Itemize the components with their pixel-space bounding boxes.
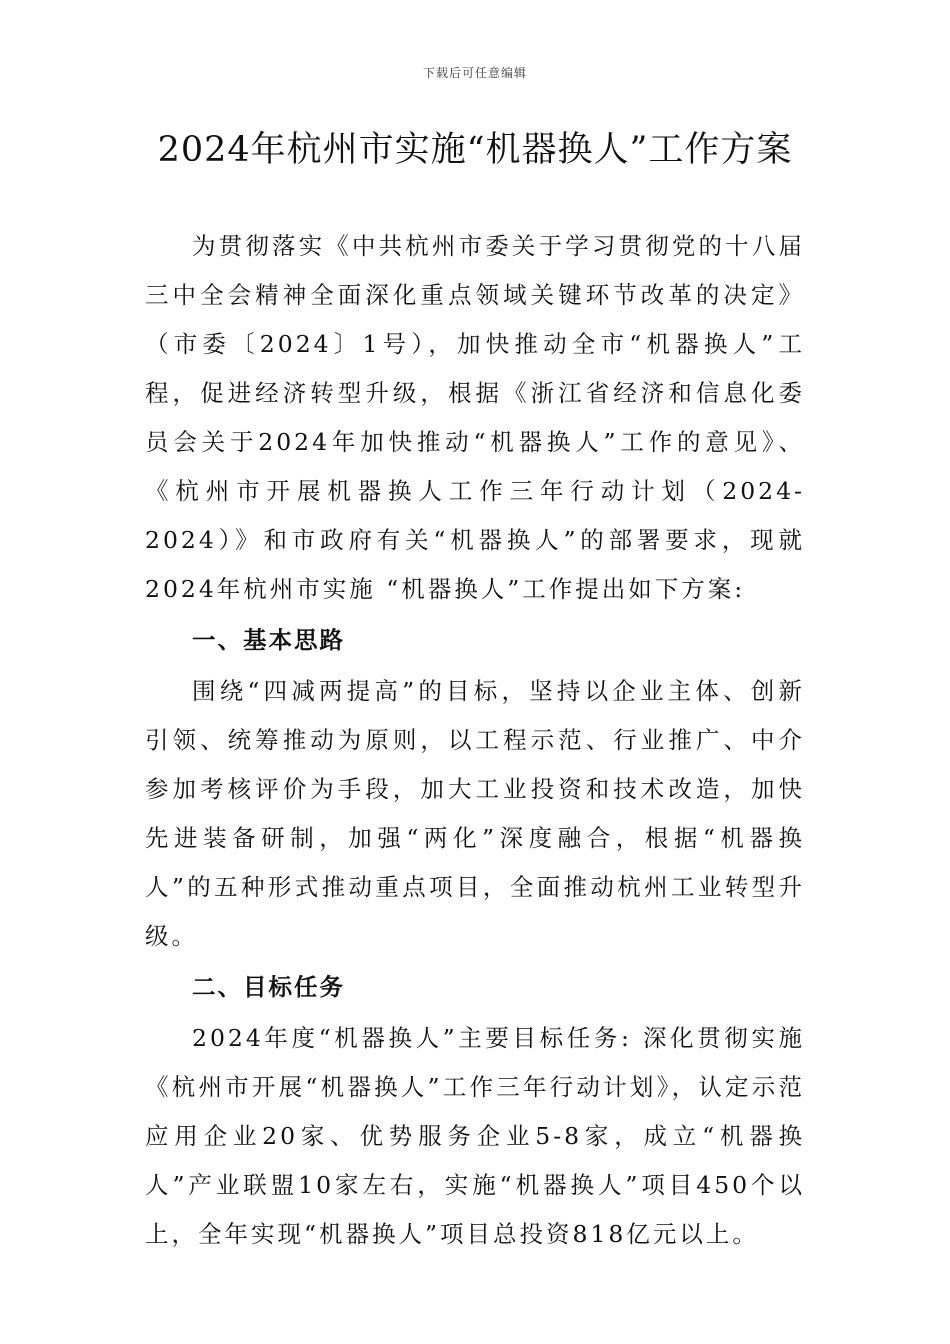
header-note: 下载后可任意编辑 [422, 66, 527, 80]
section-paragraph-targets: 2024年度“机器换人”主要目标任务: 深化贯彻实施《杭州市开展“机器换人”工作三年行动计划》，认定示范应用企业20家、优势服务企业5-8家，成立“机器换人”产业联盟10家左右，实施“机器换人”项目450个以上，全年实现“机器换人”项目总投资818亿元以上。 [145, 1024, 805, 1248]
section-paragraph-basic-approach: 围绕“四减两提高”的目标，坚持以企业主体、创新引领、统筹推动为原则，以工程示范、行业推广、中介参加考核评价为手段，加大工业投资和技术改造，加快先进装备研制，加强“两化”深度融合，根据“机器换人”的五种形式推动重点项目，全面推动杭州工业转型升级。 [145, 677, 805, 950]
document-body [145, 222, 805, 1259]
document-title: 2024年杭州市实施“机器换人”工作方案 [157, 130, 793, 170]
section-heading-basic-approach: 一、基本思路 [192, 626, 345, 654]
section-heading-targets: 二、目标任务 [192, 973, 345, 1001]
intro-paragraph: 为贯彻落实《中共杭州市委关于学习贯彻党的十八届三中全会精神全面深化重点领域关键环节改革的决定》（市委〔2024〕1号），加快推动全市“机器换人”工程，促进经济转型升级，根据《浙江省经济和信息化委员会关于2024年加快推动“机器换人”工作的意见》、《杭州市开展机器换人工作三年行动计划（2024-2024）》和市政府有关“机器换人”的部署要求，现就2024年杭州市实施 “机器换人”工作提出如下方案: [145, 232, 805, 603]
